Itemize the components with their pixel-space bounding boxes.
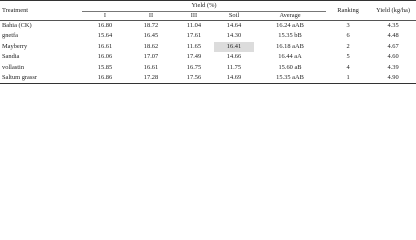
cell: 11.75	[226, 63, 242, 71]
header-ranking: Ranking	[337, 6, 359, 14]
cell: 16.61	[97, 42, 113, 50]
cell: 14.69	[226, 73, 242, 81]
cell-highlighted: 16.41	[214, 42, 254, 52]
cell-average: 15.60 aB	[278, 63, 302, 71]
cell: 16.75	[186, 63, 202, 71]
cell-ranking: 5	[346, 53, 350, 61]
cell-average: 16.44 aA	[278, 53, 302, 61]
cell-ranking: 4	[346, 63, 350, 71]
table-row	[0, 42, 416, 52]
cell: 14.66	[226, 53, 242, 61]
header-sub-5: Average	[279, 11, 301, 19]
header-treatment: Treatment	[2, 6, 29, 14]
cell: 16.45	[143, 32, 159, 40]
cell-average: 16.24 aAB	[276, 21, 304, 29]
cell-yield: 4.60	[387, 53, 399, 61]
cell-yield: 4.90	[387, 73, 399, 81]
cell-ranking: 6	[346, 32, 350, 40]
cell-yield: 4.39	[387, 63, 399, 71]
header-sub-4: Soil	[228, 11, 240, 19]
cell: 15.64	[97, 32, 113, 40]
row-name: Mayberry	[2, 42, 28, 50]
header-sub-2: II	[148, 11, 154, 19]
cell: 17.49	[186, 53, 202, 61]
header-sub-1: I	[103, 11, 107, 19]
cell: 14.64	[226, 21, 242, 29]
header-row-1	[0, 1, 416, 12]
table-row	[0, 63, 416, 73]
table-row	[0, 31, 416, 41]
cell: 16.06	[97, 53, 113, 61]
table-row	[0, 52, 416, 62]
table-row	[0, 21, 416, 32]
cell-ranking: 3	[346, 21, 350, 29]
table-container	[0, 0, 416, 84]
cell: 17.61	[186, 32, 202, 40]
data-table	[0, 0, 416, 84]
row-name: Bahia (CK)	[2, 21, 32, 29]
cell-ranking: 2	[346, 42, 350, 50]
row-name: Saltum grassr	[2, 73, 37, 81]
table-row	[0, 73, 416, 84]
cell: 16.61	[143, 63, 159, 71]
cell-yield: 4.48	[387, 32, 399, 40]
cell: 14.30	[226, 32, 242, 40]
cell-average: 15.35 bB	[278, 32, 302, 40]
cell: 18.72	[143, 21, 159, 29]
cell: 11.04	[186, 21, 202, 29]
header-group: Yield (%)	[82, 1, 326, 12]
cell-yield: 4.67	[387, 42, 399, 50]
cell-ranking: 1	[346, 73, 350, 81]
row-name: Sandia	[2, 53, 20, 61]
header-sub-3: III	[190, 11, 198, 19]
header-yield: Yield (kg/ha)	[376, 6, 410, 14]
cell: 17.56	[186, 73, 202, 81]
cell: 15.85	[97, 63, 113, 71]
cell: 18.62	[143, 42, 159, 50]
cell: 16.86	[97, 73, 113, 81]
cell: 11.65	[186, 42, 202, 50]
cell-yield: 4.35	[387, 21, 399, 29]
row-name: gnetfa	[2, 32, 18, 40]
cell: 17.07	[143, 53, 159, 61]
cell: 16.80	[97, 21, 113, 29]
row-name: vollastin	[2, 63, 25, 71]
cell: 17.28	[143, 73, 159, 81]
cell-average: 16.18 aAB	[276, 42, 304, 50]
cell-average: 15.35 aAB	[276, 73, 304, 81]
